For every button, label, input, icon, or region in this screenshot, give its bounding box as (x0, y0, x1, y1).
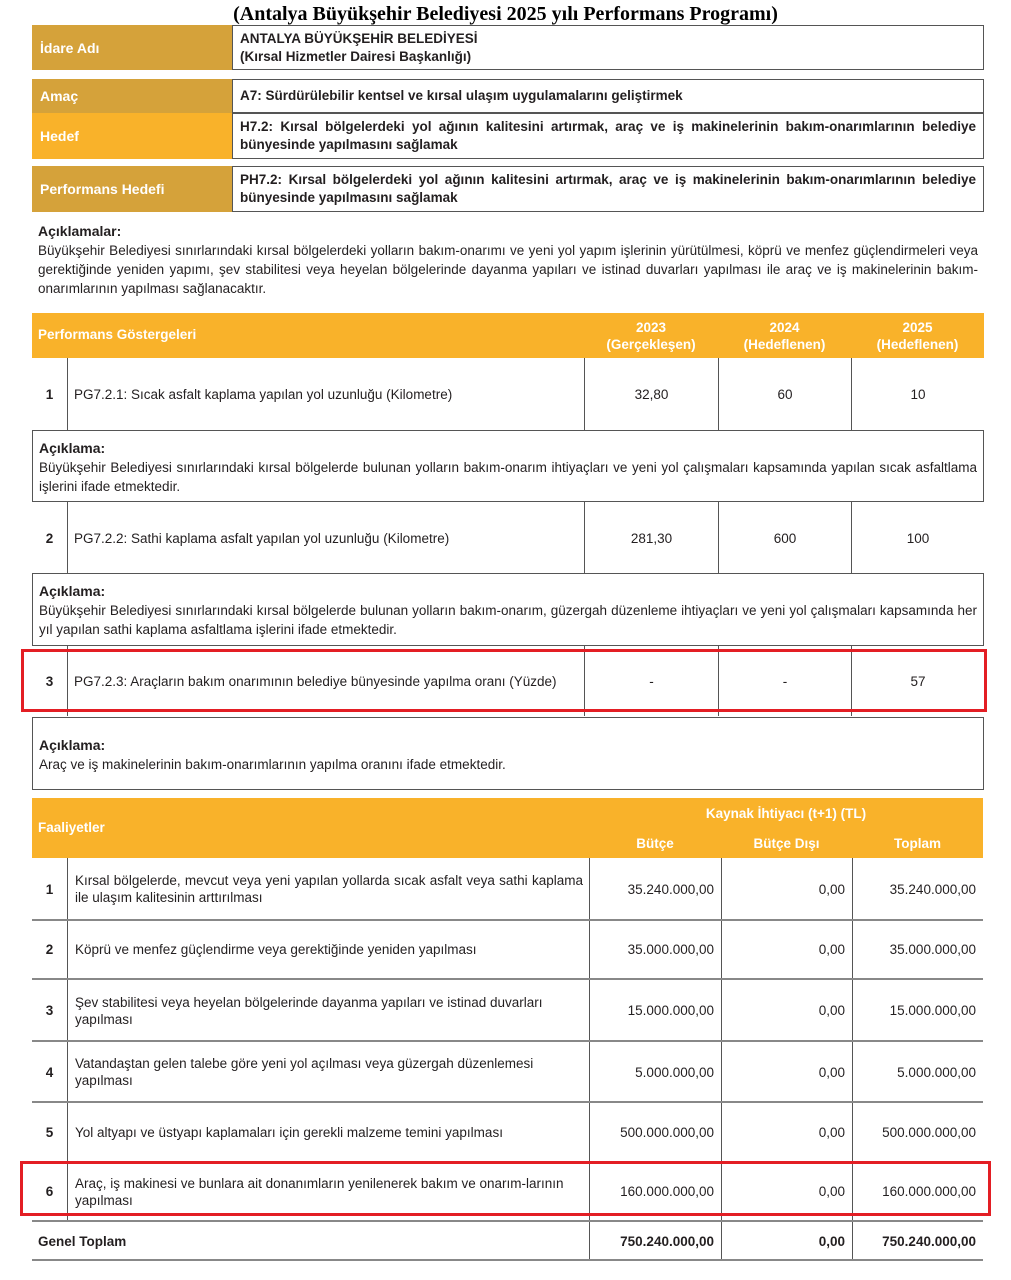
performance-table-header (32, 313, 984, 358)
value-2023: 281,30 (630, 530, 673, 546)
note-title: Açıklama: (39, 737, 106, 753)
total-toplam: 750.240.000,00 (882, 1233, 976, 1249)
idare-adi-line-2: (Kırsal Hizmetler Dairesi Başkanlığı) (240, 48, 472, 64)
indicator-number: 2 (45, 530, 54, 546)
highlight-box-activity-6 (20, 1161, 991, 1216)
label-performans-hedefi: Performans Hedefi (32, 166, 232, 212)
activity-butce-disi: 0,00 (818, 1125, 845, 1140)
header-2025-sub: (Hedeflenen) (876, 337, 959, 352)
activity-toplam: 15.000.000,00 (889, 1003, 976, 1018)
performance-header-title: Performans Göstergeleri (38, 327, 197, 342)
activity-name: Araç, iş makinesi ve bunlara ait donanımların yenilenerek bakım ve onarım-larının yapılması (75, 1175, 564, 1208)
divider (67, 502, 68, 574)
activity-butce: 160.000.000,00 (620, 1184, 714, 1199)
indicator-name: PG7.2.3: Araçların bakım onarımının belediye bünyesinde yapılma oranı (Yüzde) (74, 673, 557, 689)
value-2023: - (649, 673, 654, 689)
value-2024: - (782, 673, 788, 689)
activity-number: 2 (45, 942, 54, 957)
document-title: (Antalya Büyükşehir Belediyesi 2025 yılı Performans Programı) (233, 3, 778, 25)
aciklamalar-text: Büyükşehir Belediyesi sınırlarındaki kırsal bölgelerdeki yolların bakım-onarımı ve yeni yol yapım işlerinin yürütülmesi, köprü ve menfez güçlendirmeleri veya gerektiğinde yeniden yapımı, şev stabilitesi veya heyelan bölgelerinde dayanma yapıları ve istinad duvarları yapılması ile araç ve iş makinelerinin bakım-onarımlarının yapılması sağlanacaktır. (38, 243, 978, 296)
total-label: Genel Toplam (38, 1233, 127, 1249)
activity-butce: 5.000.000,00 (635, 1064, 714, 1080)
activity-butce-disi: 0,00 (818, 942, 845, 957)
activity-butce-disi: 0,00 (818, 881, 845, 897)
hedef-text: H7.2: Kırsal bölgelerdeki yol ağının kalitesini artırmak, araç ve iş makinelerinin bakım-onarımlarının belediye bünyesinde yapılmasını sağlamak (240, 119, 976, 152)
activity-toplam: 35.000.000,00 (889, 942, 976, 957)
value-amac (232, 79, 984, 113)
value-hedef (232, 113, 984, 159)
activity-toplam: 5.000.000,00 (897, 1064, 976, 1080)
activity-number: 6 (45, 1184, 54, 1199)
indicator-number: 3 (45, 673, 54, 689)
value-2023: 32,80 (634, 387, 669, 402)
activity-name: Kırsal bölgelerde, mevcut veya yeni yapılan yollarda sıcak asfalt veya sathi kaplama ile ulaşım kalitesinin arttırılması (75, 873, 583, 905)
idare-adi-line-1: ANTALYA BÜYÜKŞEHİR BELEDİYESİ (240, 30, 478, 46)
activity-number: 5 (45, 1125, 54, 1140)
activity-butce: 500.000.000,00 (620, 1125, 714, 1140)
activity-name: Köprü ve menfez güçlendirme veya gerektiğinde yeniden yapılması (75, 942, 477, 957)
label-amac: Amaç (32, 79, 232, 113)
value-performans-hedefi (232, 166, 984, 212)
indicator-row (32, 358, 984, 431)
value-2024: 600 (773, 530, 797, 546)
amac-text: A7: Sürdürülebilir kentsel ve kırsal ulaşım uygulamalarını geliştirmek (240, 88, 683, 103)
activity-number: 3 (45, 1003, 54, 1018)
activity-name: Şev stabilitesi veya heyelan bölgelerinde dayanma yapıları ve istinad duvarları yapılması (75, 994, 543, 1027)
header-2025-year: 2025 (902, 320, 933, 335)
value-2025: 57 (910, 673, 926, 689)
divider (67, 358, 68, 431)
butce-disi-header: Bütçe Dışı (753, 836, 820, 851)
note-title: Açıklama: (39, 440, 106, 456)
value-2025: 100 (906, 530, 930, 546)
row-separator (32, 1259, 983, 1261)
label-hedef: Hedef (32, 113, 232, 159)
total-butce: 750.240.000,00 (620, 1233, 714, 1249)
value-2024: 60 (777, 387, 793, 402)
indicator-number: 1 (45, 387, 54, 402)
activity-number: 4 (45, 1064, 54, 1080)
activity-name: Yol altyapı ve üstyapı kaplamaları için gerekli malzeme temini yapılması (75, 1125, 503, 1140)
header-2024 (718, 319, 851, 353)
aciklamalar-title: Açıklamalar: (38, 223, 122, 239)
activity-butce-disi: 0,00 (818, 1064, 845, 1080)
activities-header-title: Faaliyetler (38, 820, 105, 835)
activity-butce-disi: 0,00 (818, 1003, 845, 1018)
activities-table-header (32, 798, 983, 858)
aciklamalar-section (38, 222, 978, 298)
highlight-box-indicator-3 (21, 649, 987, 712)
label-idare-adi: İdare Adı (32, 25, 232, 70)
indicator-name: PG7.2.2: Sathi kaplama asfalt yapılan yol uzunluğu (Kilometre) (74, 530, 450, 546)
performans-hedefi-text: PH7.2: Kırsal bölgelerdeki yol ağının kalitesini artırmak, araç ve iş makinelerinin bakım-onarımlarının belediye bünyesinde yapılmasını sağlamak (240, 172, 976, 205)
indicator-note (32, 573, 984, 646)
activity-toplam: 160.000.000,00 (882, 1184, 976, 1199)
note-text: Büyükşehir Belediyesi sınırlarındaki kırsal bölgelerde bulunan yolların bakım-onarım, güzergah düzenleme ihtiyaçları ve yeni yol çalışmaları kapsamında her yıl yapılan sathi kaplama asfaltlama işlerini ifade etmektedir. (39, 603, 977, 637)
activity-butce-disi: 0,00 (818, 1184, 845, 1199)
header-2025 (851, 319, 984, 353)
note-title: Açıklama: (39, 583, 106, 599)
header-2024-year: 2024 (769, 320, 800, 335)
indicator-note (32, 717, 984, 790)
activity-toplam: 500.000.000,00 (882, 1125, 976, 1140)
indicator-row (32, 502, 984, 574)
total-butce-disi: 0,00 (818, 1233, 845, 1249)
indicator-note (32, 430, 984, 502)
indicator-name: PG7.2.1: Sıcak asfalt kaplama yapılan yol uzunluğu (Kilometre) (74, 387, 453, 402)
butce-header: Bütçe (636, 836, 674, 851)
activity-butce: 15.000.000,00 (627, 1003, 714, 1018)
value-idare-adi (232, 25, 984, 70)
kaynak-ihtiyaci-header: Kaynak İhtiyacı (t+1) (TL) (705, 806, 867, 821)
header-2024-sub: (Hedeflenen) (743, 337, 826, 352)
activity-toplam: 35.240.000,00 (889, 881, 976, 897)
activity-butce: 35.000.000,00 (627, 942, 714, 957)
toplam-header: Toplam (894, 836, 941, 851)
header-2023 (584, 319, 718, 353)
value-2025: 10 (910, 387, 926, 402)
note-text: Büyükşehir Belediyesi sınırlarındaki kırsal bölgelerde bulunan yolların bakım-onarım ihtiyaçları ve yeni yol çalışmaları kapsamında yapılan sıcak asfaltlama işlerini ifade etmektedir. (39, 460, 977, 494)
activity-name: Vatandaştan gelen talebe göre yeni yol açılması veya güzergah düzenlemesi yapılması (75, 1056, 534, 1088)
activity-butce: 35.240.000,00 (627, 881, 714, 897)
note-text: Araç ve iş makinelerinin bakım-onarımlarının yapılma oranını ifade etmektedir. (39, 757, 506, 772)
activity-number: 1 (45, 881, 54, 897)
header-2023-year: 2023 (635, 320, 667, 335)
header-2023-sub: (Gerçekleşen) (606, 337, 696, 352)
